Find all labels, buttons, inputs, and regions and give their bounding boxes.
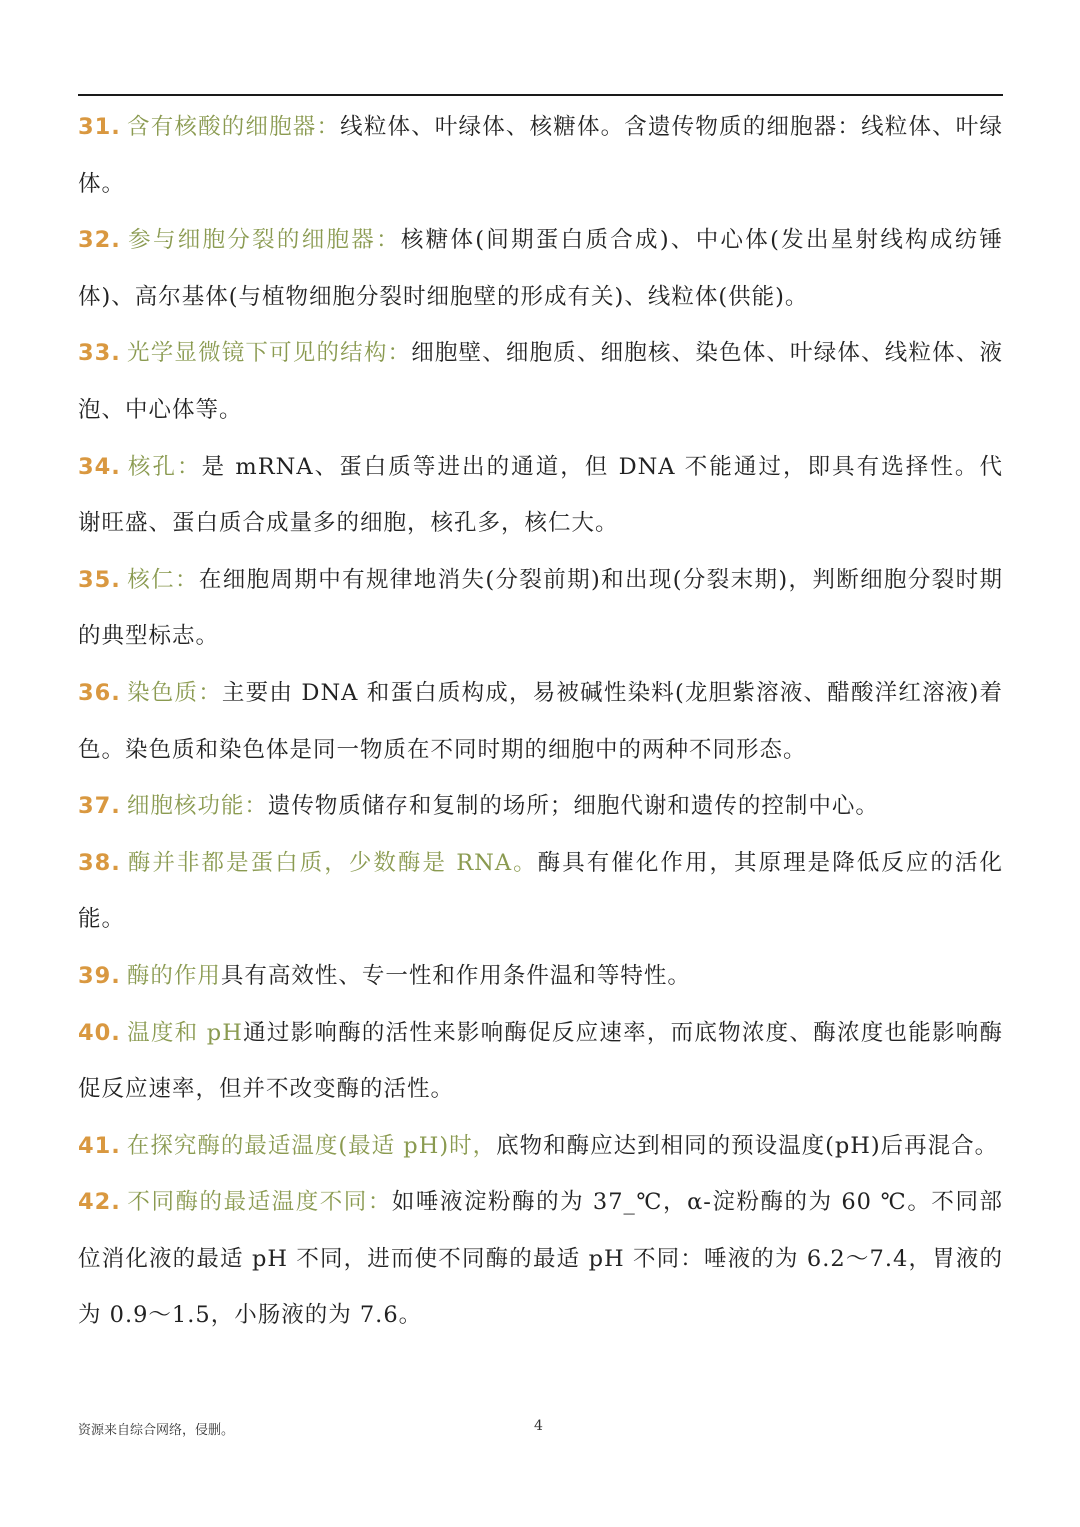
list-item: [78, 552, 1003, 665]
item-number: 41.: [78, 1132, 121, 1159]
item-text: 遗传物质储存和复制的场所；细胞代谢和遗传的控制中心。: [267, 793, 879, 820]
item-term: 不同酶的最适温度不同：: [126, 1189, 392, 1216]
item-term: 在探究酶的最适温度(最适 pH)时，: [126, 1132, 497, 1159]
list-item: [78, 835, 1003, 948]
item-term: 参与细胞分裂的细胞器：: [126, 227, 401, 254]
item-number: 35.: [78, 566, 121, 593]
item-term: 含有核酸的细胞器：: [126, 114, 341, 140]
item-text: 主要由 DNA 和蛋白质构成，易被碱性染料(龙胆紫溶液、醋酸洋红溶液)着色。染色质和染色体是同一物质在不同时期的细胞中的两种不同形态。: [78, 679, 1003, 763]
item-number: 37.: [78, 793, 121, 820]
item-text: 如唾液淀粉酶的为 37_℃，α-淀粉酶的为 60 ℃。不同部位消化液的最适 pH 不同，进而使不同酶的最适 pH 不同：唾液的为 6.2～7.4，胃液的为 0.9～1.5，小肠液的为 7.6。: [78, 1189, 1003, 1329]
item-term: 细胞核功能：: [126, 793, 268, 820]
item-text: 具有高效性、专一性和作用条件温和等特性。: [220, 962, 691, 989]
list-item: [78, 948, 1003, 1005]
item-text: 核糖体(间期蛋白质合成)、中心体(发出星射线构成纺锤体)、高尔基体(与植物细胞分裂时细胞壁的形成有关)、线粒体(供能)。: [78, 227, 1003, 310]
item-text: 通过影响酶的活性来影响酶促反应速率，而底物浓度、酶浓度也能影响酶促反应速率，但并不改变酶的活性。: [78, 1019, 1003, 1103]
item-number: 42.: [78, 1189, 121, 1216]
list-item: [78, 1118, 1003, 1175]
item-term: 核孔：: [126, 453, 202, 480]
item-number: 39.: [78, 962, 121, 989]
item-text: 是 mRNA、蛋白质等进出的通道，但 DNA 不能通过，即具有选择性。代 谢旺盛、蛋白质合成量多的细胞，核孔多，核仁大。: [78, 453, 1051, 537]
list-item: [78, 1174, 1003, 1344]
list-item: [78, 99, 1003, 212]
item-number: 32.: [78, 227, 121, 254]
list-item: [78, 1005, 1003, 1118]
item-term: 酶并非都是蛋白质，少数酶是 RNA。: [126, 849, 538, 876]
item-text: 酶具有催化作用，其原理是降低反应的活化能。: [78, 849, 1003, 933]
item-number: 34.: [78, 453, 121, 480]
item-number: 36.: [78, 679, 121, 706]
list-item: [78, 665, 1003, 778]
item-term: 染色质：: [126, 679, 222, 706]
list-item: [78, 212, 1003, 325]
item-text: 细胞壁、细胞质、细胞核、染色体、叶绿体、线粒体、液泡、中心体等。: [78, 340, 1003, 423]
item-text: 线粒体、叶绿体、核糖体。含遗传物质的细胞器：线粒体、叶绿体。: [78, 114, 1003, 197]
item-term: 核仁：: [126, 566, 199, 593]
item-text: 在细胞周期中有规律地消失(分裂前期)和出现(分裂末期)，判断细胞分裂时期的典型标志。: [78, 566, 1003, 650]
document-body: [78, 99, 1051, 1344]
item-term: 温度和 pH: [126, 1019, 243, 1046]
item-term: 光学显微镜下可见的结构：: [126, 340, 412, 367]
item-number: 38.: [78, 849, 121, 876]
item-text: 底物和酶应达到相同的预设温度(pH)后再混合。: [496, 1132, 999, 1159]
header-rule: [78, 94, 1003, 96]
list-item: [78, 439, 1051, 552]
page-number: 4: [534, 1418, 543, 1434]
list-item: [78, 778, 1003, 835]
item-number: 33.: [78, 340, 121, 367]
item-number: 31.: [78, 114, 121, 140]
list-item: [78, 325, 1003, 438]
item-number: 40.: [78, 1019, 121, 1046]
footer-note: 资源来自综合网络，侵删。: [78, 1423, 235, 1438]
item-term: 酶的作用: [126, 962, 221, 989]
